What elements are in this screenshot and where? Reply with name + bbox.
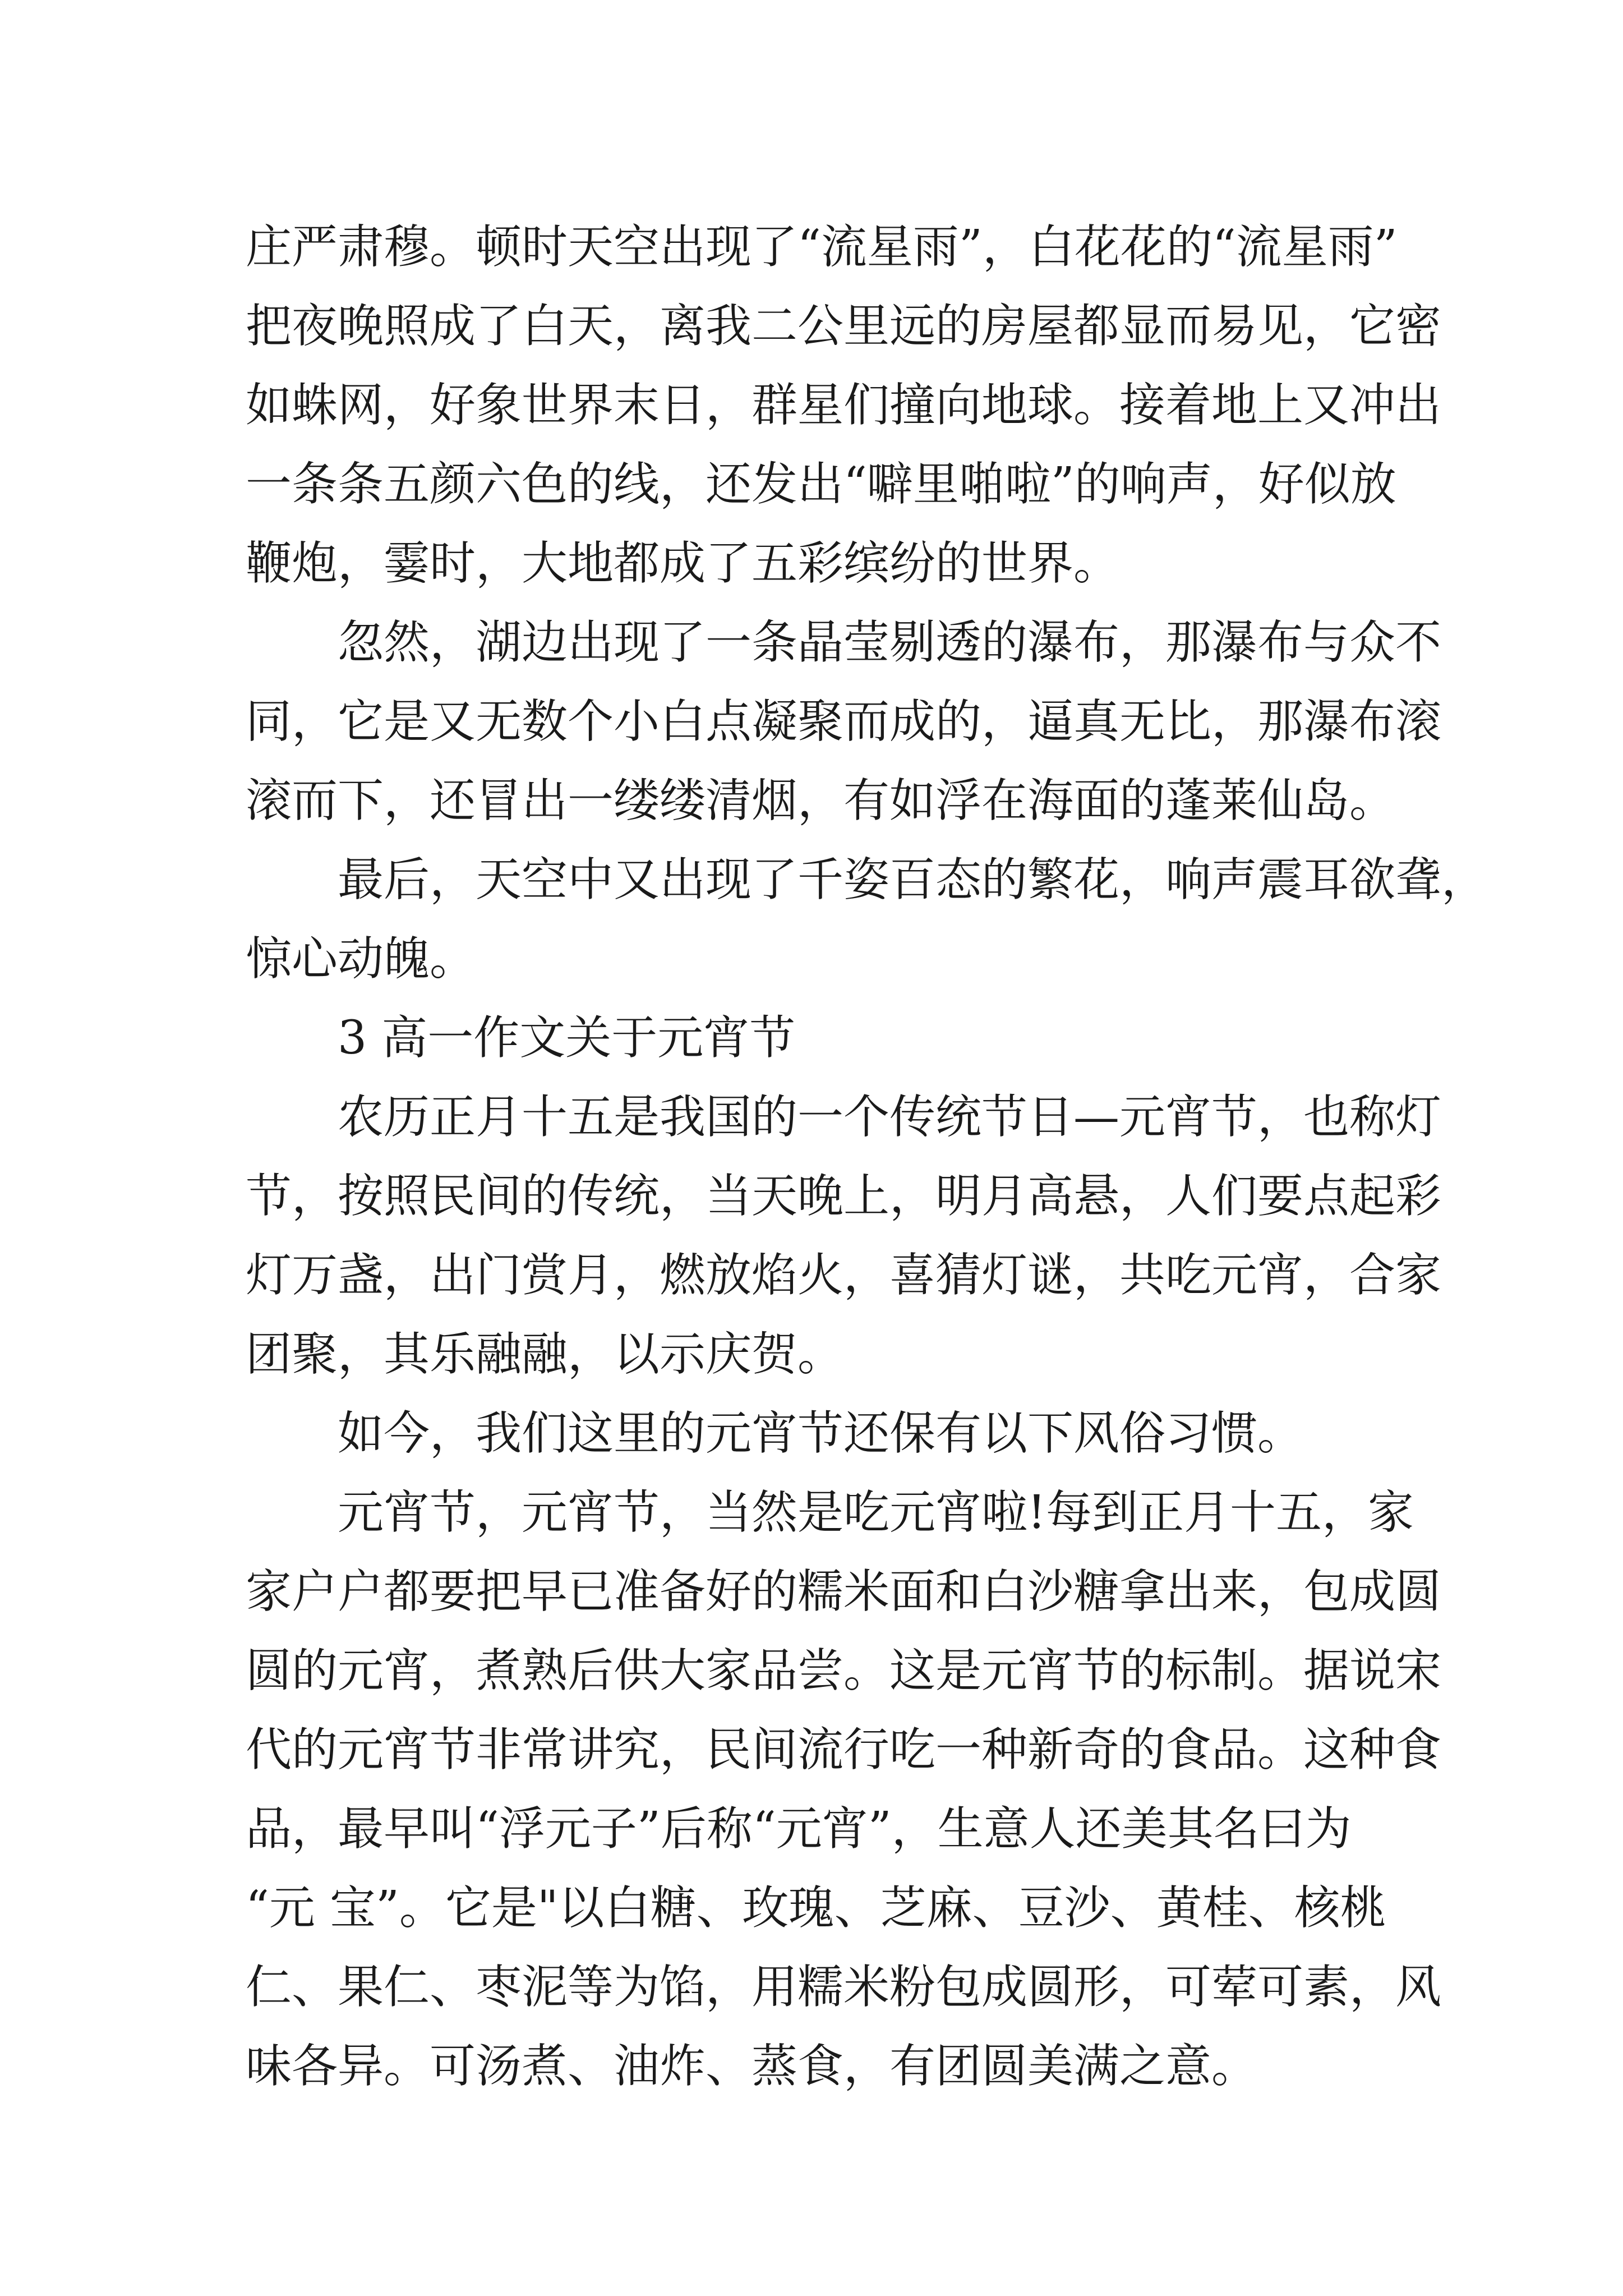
text-line: 味各异。可汤煮、油炸、蒸食，有团圆美满之意。	[246, 2040, 1258, 2093]
text-line: 家户户都要把早已准备好的糯米面和白沙糖拿出来，包成圆	[246, 1565, 1442, 1618]
text-line: 一条条五颜六色的线，还发出“噼里啪啦”的响声，好似放	[246, 458, 1396, 511]
text-line: 把夜晚照成了白天，离我二公里远的房屋都显而易见，它密	[246, 300, 1442, 353]
text-line: 圆的元宵，煮熟后供大家品尝。这是元宵节的标制。据说宋	[246, 1644, 1442, 1697]
body-text	[246, 208, 1488, 2106]
text-line: 鞭炮，霎时，大地都成了五彩缤纷的世界。	[246, 537, 1120, 590]
section-heading: 3 高一作文关于元宵节	[338, 1011, 796, 1065]
text-line: 灯万盏，出门赏月，燃放焰火，喜猜灯谜，共吃元宵，合家	[246, 1249, 1442, 1302]
paragraph-start-line: 如今，我们这里的元宵节还保有以下风俗习惯。	[338, 1407, 1304, 1460]
text-line: 仁、果仁、枣泥等为馅，用糯米粉包成圆形，可荤可素，风	[246, 1961, 1442, 2014]
text-line: 团聚，其乐融融，以示庆贺。	[246, 1328, 844, 1381]
paragraph-start-line: 最后，天空中又出现了千姿百态的繁花，响声震耳欲聋，	[338, 853, 1488, 907]
paragraph-start-line: 农历正月十五是我国的一个传统节日—元宵节，也称灯	[338, 1091, 1442, 1144]
text-line: 代的元宵节非常讲究，民间流行吃一种新奇的食品。这种食	[246, 1723, 1442, 1777]
text-line: 惊心动魄。	[246, 932, 476, 986]
text-line: 品，最早叫“浮元子”后称“元宵”，生意人还美其名曰为	[246, 1802, 1352, 1856]
text-line: 如蛛网，好象世界末日，群星们撞向地球。接着地上又冲出	[246, 379, 1442, 432]
text-line: 滚而下，还冒出一缕缕清烟，有如浮在海面的蓬莱仙岛。	[246, 774, 1396, 827]
paragraph-start-line: 元宵节，元宵节，当然是吃元宵啦!每到正月十五，家	[338, 1486, 1414, 1539]
paragraph-start-line: 忽然，湖边出现了一条晶莹剔透的瀑布，那瀑布与众不	[338, 616, 1442, 669]
text-line: “元 宝”。它是"以白糖、玫瑰、芝麻、豆沙、黄桂、核桃	[246, 1881, 1386, 1935]
text-line: 庄严肃穆。顿时天空出现了“流星雨”，白花花的“流星雨”	[246, 220, 1398, 274]
text-line: 节，按照民间的传统，当天晚上，明月高悬，人们要点起彩	[246, 1170, 1442, 1223]
text-line: 同，它是又无数个小白点凝聚而成的，逼真无比，那瀑布滚	[246, 695, 1442, 748]
